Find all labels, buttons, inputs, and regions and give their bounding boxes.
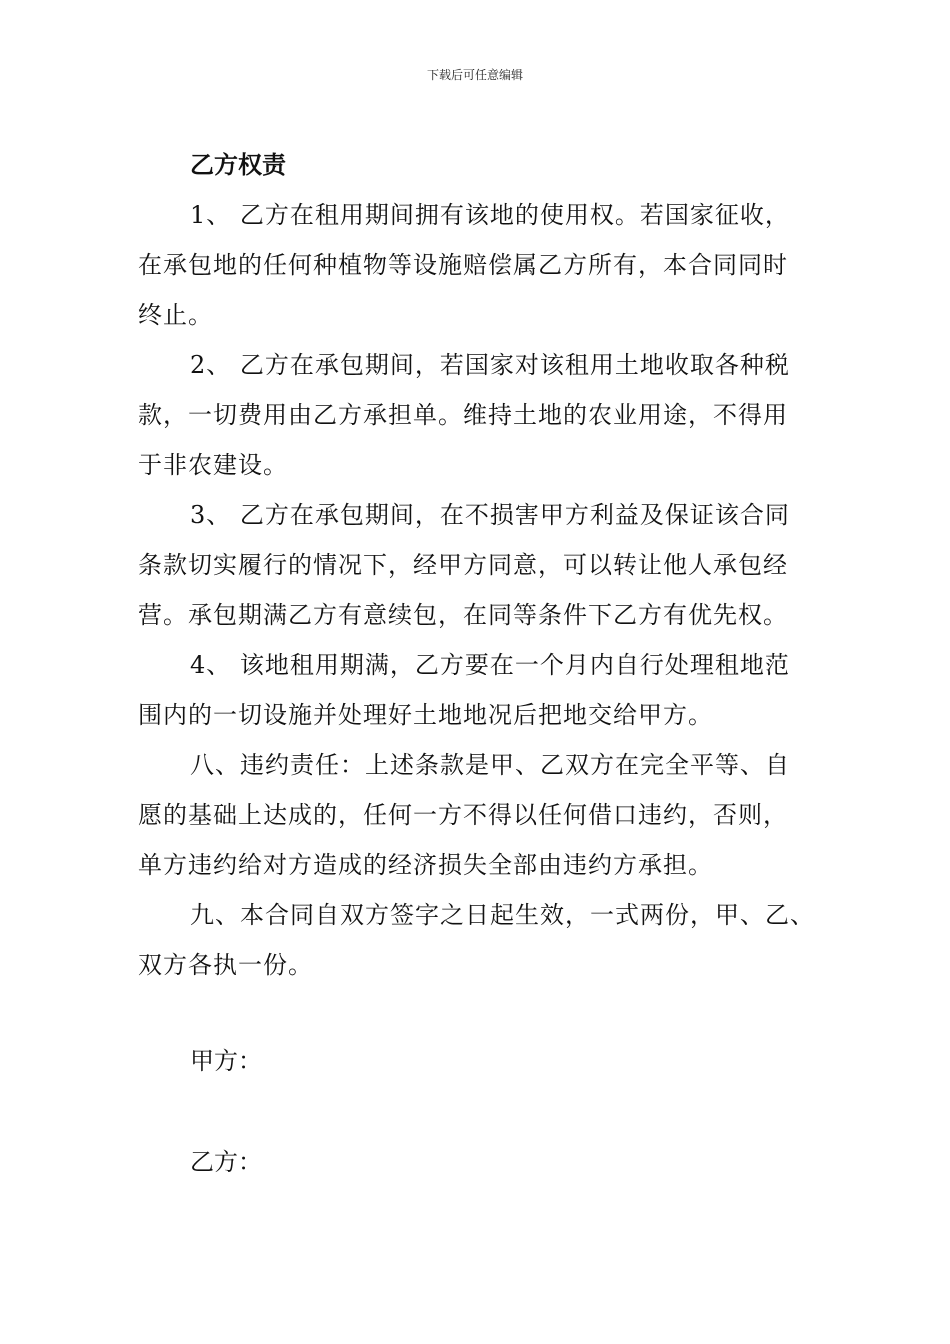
clause-line: 终止。 — [138, 301, 213, 329]
clause-1 — [138, 190, 838, 340]
contract-body — [138, 140, 838, 990]
clause-breach-liability — [138, 740, 838, 890]
clause-line: 在承包地的任何种植物等设施赔偿属乙方所有，本合同同时 — [138, 251, 788, 279]
clause-line: 于非农建设。 — [138, 451, 288, 479]
signature-party-b: 乙方： — [190, 1148, 262, 1176]
clause-line: 营。承包期满乙方有意续包，在同等条件下乙方有优先权。 — [138, 601, 788, 629]
signature-party-a: 甲方： — [190, 1047, 262, 1075]
clause-line: 款，一切费用由乙方承担单。维持土地的农业用途，不得用 — [138, 401, 788, 429]
header-note: 下载后可任意编辑 — [426, 68, 523, 82]
clause-2 — [138, 340, 838, 490]
clause-line: 愿的基础上达成的，任何一方不得以任何借口违约，否则， — [138, 801, 788, 829]
clause-effectiveness — [138, 890, 838, 990]
clause-3 — [138, 490, 838, 640]
clause-line: 1、 乙方在租用期间拥有该地的使用权。若国家征收， — [190, 201, 790, 229]
section-title: 乙方权责 — [190, 151, 286, 179]
clause-line: 3、 乙方在承包期间，在不损害甲方利益及保证该合同 — [190, 501, 790, 529]
clause-line: 围内的一切设施并处理好土地地况后把地交给甲方。 — [138, 701, 713, 729]
clause-4 — [138, 640, 838, 740]
clause-line: 八、违约责任：上述条款是甲、乙双方在完全平等、自 — [190, 751, 790, 779]
clause-line: 2、 乙方在承包期间，若国家对该租用土地收取各种税 — [190, 351, 790, 379]
clause-line: 九、本合同自双方签字之日起生效，一式两份，甲、乙、 — [190, 901, 815, 929]
clause-line: 4、 该地租用期满，乙方要在一个月内自行处理租地范 — [190, 651, 790, 679]
clause-line: 双方各执一份。 — [138, 951, 313, 979]
clause-line: 条款切实履行的情况下，经甲方同意，可以转让他人承包经 — [138, 551, 788, 579]
clause-line: 单方违约给对方造成的经济损失全部由违约方承担。 — [138, 851, 713, 879]
